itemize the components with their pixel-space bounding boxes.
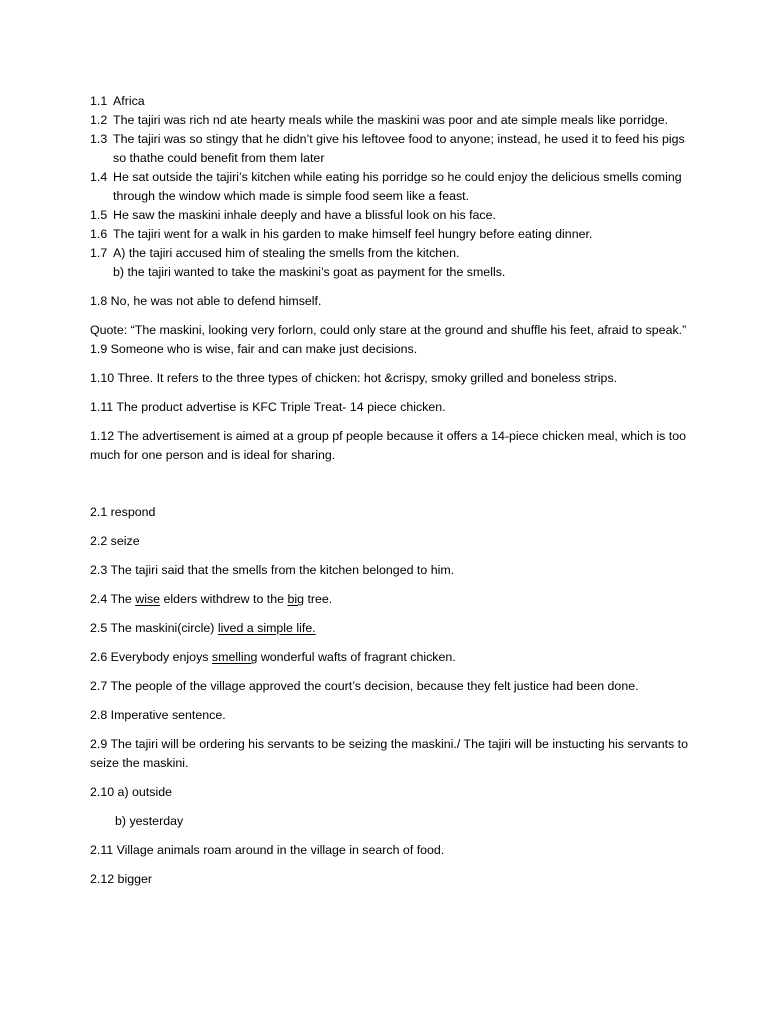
answer-2-1: 2.1 respond — [90, 505, 156, 519]
answer-2-8: 2.8 Imperative sentence. — [90, 708, 226, 722]
answer-1-3 — [90, 130, 690, 168]
text-part: wonderful wafts of fragrant chicken. — [257, 650, 456, 664]
answer-2-3: 2.3 The tajiri said that the smells from the kitchen belonged to him. — [90, 563, 455, 577]
item-text: The tajiri went for a walk in his garden to make himself feel hungry before eating dinner. — [113, 227, 593, 241]
answer-1-8-quote: Quote: “The maskini, looking very forlorn, could only stare at the ground and shuffle his feet, afraid to speak.” — [90, 323, 687, 337]
answer-2-6 — [90, 648, 690, 667]
answer-2-2: 2.2 seize — [90, 534, 140, 548]
item-number: 1.2 — [90, 113, 108, 127]
text-part: 2.5 The maskini(circle) — [90, 621, 218, 635]
answer-1-9: 1.9 Someone who is wise, fair and can make just decisions. — [90, 342, 418, 356]
underlined-word: wise — [135, 592, 161, 606]
answer-2-10b: b) yesterday — [115, 814, 184, 828]
text-part: tree. — [304, 592, 333, 606]
item-text: He saw the maskini inhale deeply and have a blissful look on his face. — [113, 208, 496, 222]
answer-2-12: 2.12 bigger — [90, 872, 153, 886]
item-text: The tajiri was rich nd ate hearty meals while the maskini was poor and ate simple meals like porridge. — [113, 113, 669, 127]
answer-1-1 — [90, 92, 690, 111]
answer-1-5 — [90, 206, 690, 225]
answer-1-7b: b) the tajiri wanted to take the maskini’s goat as payment for the smells. — [113, 265, 506, 279]
answer-1-4 — [90, 168, 690, 206]
item-text: He sat outside the tajiri’s kitchen while eating his porridge so he could enjoy the delicious smells coming through the window which made is simple food seem like a feast. — [113, 170, 682, 203]
answer-2-10a: 2.10 a) outside — [90, 785, 172, 799]
underlined-word: smelling — [211, 650, 258, 664]
answer-2-7: 2.7 The people of the village approved the court’s decision, because they felt justice had been done. — [90, 679, 639, 693]
answer-2-11: 2.11 Village animals roam around in the village in search of food. — [90, 843, 445, 857]
item-number: 1.4 — [90, 170, 108, 184]
item-number: 1.6 — [90, 227, 108, 241]
answer-1-10: 1.10 Three. It refers to the three types of chicken: hot &crispy, smoky grilled and boneless strips. — [90, 371, 618, 385]
item-text: The tajiri was so stingy that he didn’t give his leftovee food to anyone; instead, he used it to feed his pigs so thathe could benefit from them later — [113, 132, 685, 165]
item-text: Africa — [113, 94, 145, 108]
answer-1-8: 1.8 No, he was not able to defend himself. — [90, 294, 322, 308]
underlined-word: big — [287, 592, 305, 606]
item-text: A) the tajiri accused him of stealing the smells from the kitchen. — [113, 246, 460, 260]
text-part: elders withdrew to the — [160, 592, 288, 606]
answer-2-9: 2.9 The tajiri will be ordering his servants to be seizing the maskini./ The tajiri will be instucting his servants to seize the maskini. — [90, 737, 689, 770]
text-part: 2.6 Everybody enjoys — [90, 650, 212, 664]
answer-1-7a — [90, 244, 690, 263]
text-part: 2.4 The — [90, 592, 136, 606]
item-number: 1.1 — [90, 94, 108, 108]
answer-1-12: 1.12 The advertisement is aimed at a group pf people because it offers a 14-piece chicken meal, which is too much for one person and is ideal for sharing. — [90, 429, 687, 462]
item-number: 1.5 — [90, 208, 108, 222]
answer-1-11: 1.11 The product advertise is KFC Triple Treat- 14 piece chicken. — [90, 400, 446, 414]
underlined-phrase: lived a simple life. — [217, 621, 316, 635]
answer-2-5 — [90, 619, 690, 638]
answer-1-6 — [90, 225, 690, 244]
item-number: 1.3 — [90, 132, 108, 146]
answer-1-2 — [90, 111, 690, 130]
answer-2-4 — [90, 590, 690, 609]
document-body — [90, 92, 690, 889]
item-number: 1.7 — [90, 246, 108, 260]
